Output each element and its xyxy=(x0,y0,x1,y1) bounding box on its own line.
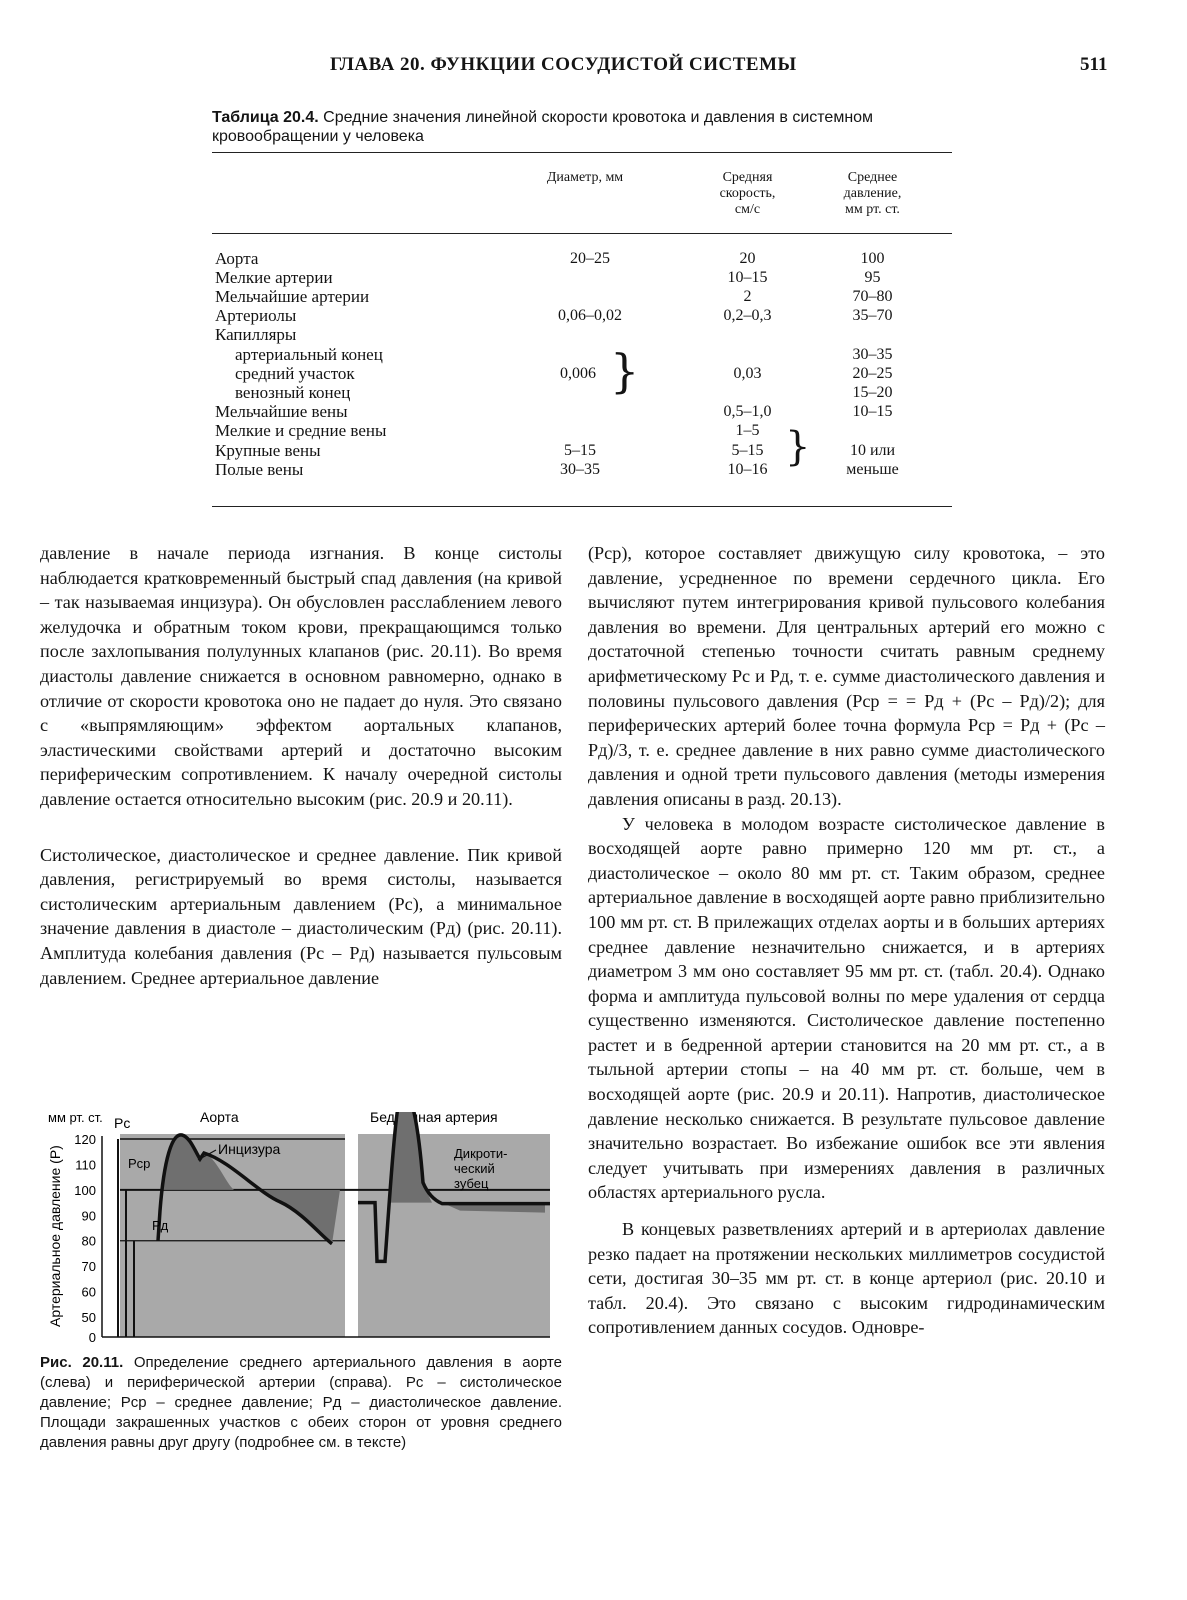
th-pressure-2: давление, xyxy=(843,186,902,201)
row-name: артериальный конец xyxy=(235,345,383,364)
label-dicrotic-2: ческий xyxy=(454,1161,495,1176)
th-velocity-3: см/с xyxy=(734,202,761,217)
th-pressure-1: Среднее xyxy=(847,170,898,185)
y-tick-label: 120 xyxy=(74,1132,96,1147)
th-velocity-2: скорость, xyxy=(719,186,776,201)
table-label: Таблица 20.4. xyxy=(212,109,319,126)
y-tick-label: 110 xyxy=(75,1157,96,1173)
y-tick-label: 100 xyxy=(74,1182,96,1198)
th-velocity xyxy=(700,170,795,218)
running-head: ГЛАВА 20. ФУНКЦИИ СОСУДИСТОЙ СИСТЕМЫ xyxy=(330,54,797,75)
label-dicrotic-3: зубец xyxy=(454,1176,489,1191)
table-top-rule xyxy=(212,152,952,153)
cell-pressure: меньше xyxy=(846,461,899,478)
page-number: 511 xyxy=(1080,54,1108,75)
cell-velocity: 10–15 xyxy=(727,269,768,286)
label-pd: Pд xyxy=(152,1218,169,1233)
cell-diameter: 0,006 xyxy=(560,365,596,382)
th-pressure xyxy=(825,170,920,218)
row-name: Мелкие и средние вены xyxy=(215,421,387,440)
row-name: Капилляры xyxy=(215,325,297,344)
row-name: Мельчайшие вены xyxy=(215,402,348,421)
row-name: Мельчайшие артерии xyxy=(215,287,370,306)
aorta-panel-bg xyxy=(120,1134,345,1337)
row-name: Артериолы xyxy=(215,306,297,325)
left-column xyxy=(40,541,562,990)
y-tick-label: 50 xyxy=(81,1310,96,1325)
cell-diameter: 5–15 xyxy=(564,442,596,459)
th-pressure-3: мм рт. ст. xyxy=(845,202,900,217)
y-axis-label: Артериальное давление (P) xyxy=(47,1145,63,1327)
cell-pressure: 10–15 xyxy=(852,403,893,420)
y-tick-label: 60 xyxy=(81,1284,96,1300)
right-paragraph-3: В концевых разветвлениях артерий и в артериолах давление резко падает на протяжении нескольких миллиметров сосудистой сети, достигая 30–35 мм рт. ст. в конце артериол (рис. 20.10 и табл. 20.4). Это связано с высоким гидродинамическим сопротивлением данных сосудов. Одновре- xyxy=(588,1219,1105,1338)
cell-velocity: 0,2–0,3 xyxy=(723,307,772,324)
row-name: Крупные вены xyxy=(215,441,321,460)
label-ps: Pс xyxy=(114,1115,131,1131)
row-name: Мелкие артерии xyxy=(215,268,333,287)
cell-diameter: 30–35 xyxy=(560,461,600,478)
y-tick-label: 0 xyxy=(88,1330,96,1345)
cell-pressure: 15–20 xyxy=(852,384,893,401)
label-dicrotic-1: Дикроти- xyxy=(454,1146,508,1161)
figure-caption-text: Определение среднего артериального давления в аорте (слева) и периферической артерии (справа). Pс – систолическое давление; Pср – среднее давление; Pд – диастолическое давление. Площади закрашенных участков с обеих сторон от уровня среднего давления равны друг другу (подробнее см. в тексте) xyxy=(40,1354,562,1451)
aorta-title: Аорта xyxy=(200,1112,239,1125)
left-paragraph-1: давление в начале периода изгнания. В конце систолы наблюдается кратковременный быстрый спад давления (на кривой – так называемая инцизура). Он обусловлен расслаблением левого желудочка и обратным током крови, прекращающимся только после захлопывания полулунных клапанов (рис. 20.11). Во время диастолы давление снижается в основном равномерно, однако в отличие от скорости кровотока оно не падает до нуля. Это связано с «выпрямляющим» эффектом аортальных клапанов, эластическими свойствами артерий и достаточно высоким периферическим сопротивлением. К началу очередной систолы давление остается относительно высоким (рис. 20.9 и 20.11). xyxy=(40,543,562,809)
cell-pressure: 100 xyxy=(860,250,885,267)
th-velocity-1: Средняя xyxy=(722,170,773,185)
cell-pressure: 95 xyxy=(864,269,881,286)
y-ticks xyxy=(74,1132,96,1345)
cell-velocity: 5–15 xyxy=(731,442,764,459)
table-bottom-rule xyxy=(212,506,952,507)
cell-velocity: 2 xyxy=(743,288,752,305)
label-pmean: Pср xyxy=(128,1156,151,1171)
femoral-title: Бедренная артерия xyxy=(370,1112,498,1125)
cell-diameter: 0,06–0,02 xyxy=(558,307,622,324)
table-caption xyxy=(212,108,952,146)
brace-capillaries: } xyxy=(610,344,640,398)
y-tick-label: 70 xyxy=(81,1259,96,1275)
figure-label: Рис. 20.11. xyxy=(40,1354,124,1371)
unit-label: мм рт. ст. xyxy=(48,1112,103,1125)
left-paragraph-2: Систолическое, диастолическое и среднее давление. Пик кривой давления, регистрируемый во время систолы, называется систолическим артериальным давлением (Pс), а минимальное значение давления в диастоле – диастолическим (Pд) (рис. 20.11). Амплитуда колебания давления (Pс – Pд) называется пульсовым давлением. Среднее артериальное давление xyxy=(40,844,562,988)
row-name: средний участок xyxy=(235,364,355,383)
right-column xyxy=(588,541,1105,1340)
row-name: Аорта xyxy=(215,249,259,268)
cell-velocity: 0,5–1,0 xyxy=(723,403,772,420)
cell-velocity: 1–5 xyxy=(735,422,760,439)
cell-pressure: 35–70 xyxy=(852,307,893,324)
cell-velocity: 10–16 xyxy=(727,461,768,478)
cell-pressure: 20–25 xyxy=(852,365,893,382)
cell-diameter: 20–25 xyxy=(570,250,610,267)
right-paragraph-2: У человека в молодом возрасте систолическое давление в восходящей аорте равно примерно 120 мм рт. ст., а диастолическое – около 80 мм рт. ст. Таким образом, среднее артериальное давление в восходящей аорте равно приблизительно 100 мм рт. ст. В прилежащих отделах аорты и в больших артериях среднее давление незначительно снижается, и в артериях диаметром 3 мм оно составляет 95 мм рт. ст. (табл. 20.4). Однако форма и амплитуда пульсовой волны по мере удаления от сердца существенно изменяются. Систолическое давление постепенно растет и в бедренной артерии становится на 20 мм рт. ст., а в тыльной артерии стопы – на 40 мм рт. ст. больше, чем в восходящей аорте (рис. 20.9 и 20.11). Напротив, диастолическое давление несколько снижается. В результате пульсовое давление значительно возрастает. Во избежание ошибок все эти явления следует учитывать при измерениях давления в различных областях артериального русла. xyxy=(588,813,1105,1203)
figure-pressure-curves xyxy=(40,1112,565,1347)
table-header-rule xyxy=(212,233,952,234)
row-name: венозный конец xyxy=(235,383,351,402)
brace-veins: } xyxy=(785,424,811,470)
right-paragraph-1: (Pср), которое составляет движущую силу кровотока, – это давление, усредненное по времени сердечного цикла. Его вычисляют путем интегрирования кривой пульсового колебания давления во времени. Для центральных артерий его можно с достаточной степенью точности считать равным среднему арифметическому Pс и Pд, т. е. сумме диастолического давления и половины пульсового давления (Pср = = Pд + (Pс – Pд)/2); для периферических артерий более точна формула Pср = Pд + (Pс – Pд)/3, т. е. среднее давление в них равно сумме диастолического давления и одной трети пульсового давления (методы измерения давления описаны в разд. 20.13). xyxy=(588,543,1105,809)
cell-pressure: 70–80 xyxy=(852,288,893,305)
cell-velocity: 20 xyxy=(739,250,756,267)
figure-caption xyxy=(40,1353,562,1453)
y-tick-label: 90 xyxy=(81,1208,96,1224)
cell-velocity: 0,03 xyxy=(733,365,762,382)
cell-pressure: 10 или xyxy=(849,442,896,459)
row-name: Полые вены xyxy=(215,460,304,479)
th-diameter: Диаметр, мм xyxy=(546,170,624,185)
label-incisura: Инцизура xyxy=(218,1141,281,1157)
table-title: Средние значения линейной скорости кровотока и давления в системном кровообращении у человека xyxy=(212,109,874,145)
y-tick-label: 80 xyxy=(81,1233,96,1249)
cell-pressure: 30–35 xyxy=(852,346,893,363)
